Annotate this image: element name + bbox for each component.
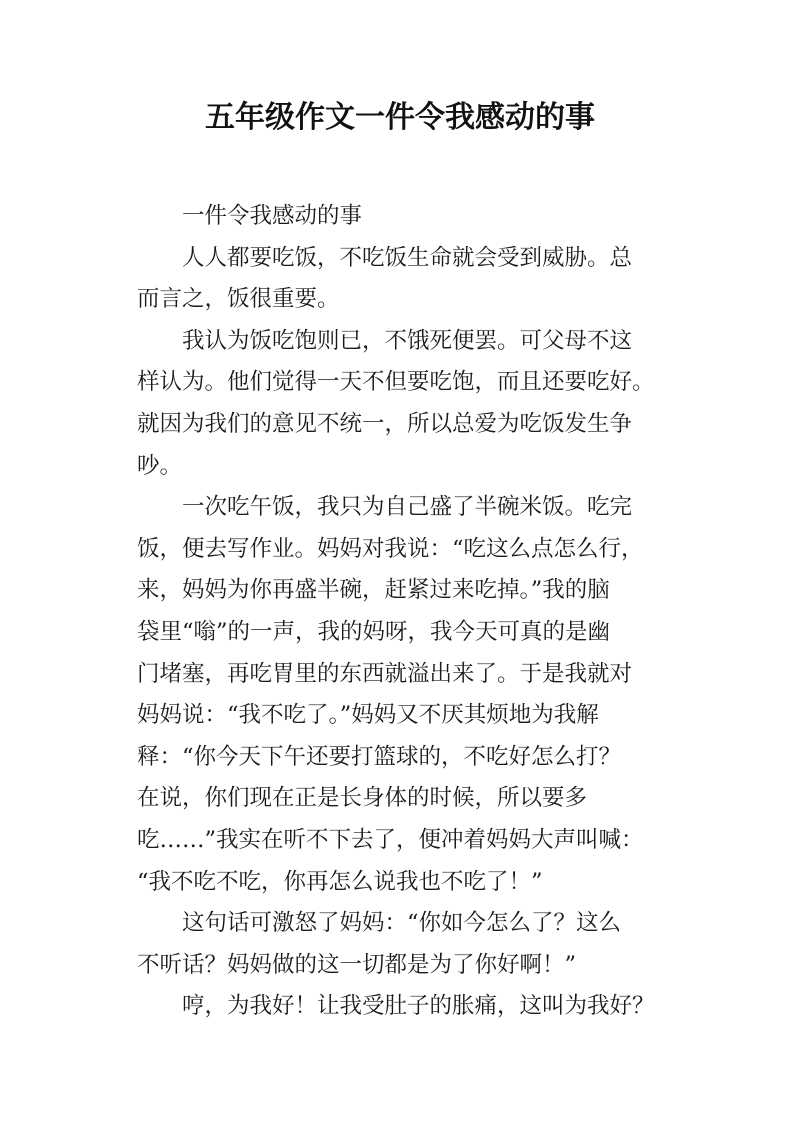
body-line: 我认为饭吃饱则已，不饿死便罢。可父母不这 (182, 327, 633, 354)
document-title: 五年级作文一件令我感动的事 (205, 100, 595, 135)
body-line: 一次吃午饭，我只为自己盛了半碗米饭。吃完 (182, 494, 633, 521)
body-line: “我不吃不吃，你再怎么说我也不吃了！” (137, 868, 543, 895)
body-line: 不听话？妈妈做的这一切都是为了你好啊！” (137, 951, 577, 978)
body-line: 这句话可激怒了妈妈：“你如今怎么了？这么 (182, 910, 622, 937)
body-line: 门堵塞，再吃胃里的东西就溢出来了。于是我就对 (137, 660, 633, 687)
body-line: 吵。 (137, 452, 183, 479)
body-line: 就因为我们的意见不统一，所以总爱为吃饭发生争 (137, 410, 633, 437)
body-line: 人人都要吃饭，不吃饭生命就会受到威胁。总 (182, 244, 633, 271)
body-line: 饭，便去写作业。妈妈对我说：“吃这么点怎么行， (137, 535, 644, 562)
body-line: 一件令我感动的事 (182, 203, 363, 229)
body-line: 吃……”我实在听不下去了，便冲着妈妈大声叫喊： (137, 826, 644, 853)
body-line: 在说，你们现在正是长身体的时候，所以要多 (137, 785, 588, 812)
body-line: 释：“你今天下午还要打篮球的，不吃好怎么打？ (137, 743, 622, 770)
body-line: 哼，为我好！让我受肚子的胀痛，这叫为我好？ (182, 993, 655, 1020)
body-line: 来，妈妈为你再盛半碗，赶紧过来吃掉。”我的脑 (137, 577, 610, 604)
document-body (137, 196, 697, 1028)
body-line: 袋里“嗡”的一声，我的妈呀，我今天可真的是幽 (137, 618, 611, 645)
body-line: 而言之，饭很重要。 (137, 286, 340, 313)
body-line: 妈妈说：“我不吃了。”妈妈又不厌其烦地为我解 (137, 702, 599, 729)
body-line: 样认为。他们觉得一天不但要吃饱，而且还要吃好。 (137, 369, 655, 396)
